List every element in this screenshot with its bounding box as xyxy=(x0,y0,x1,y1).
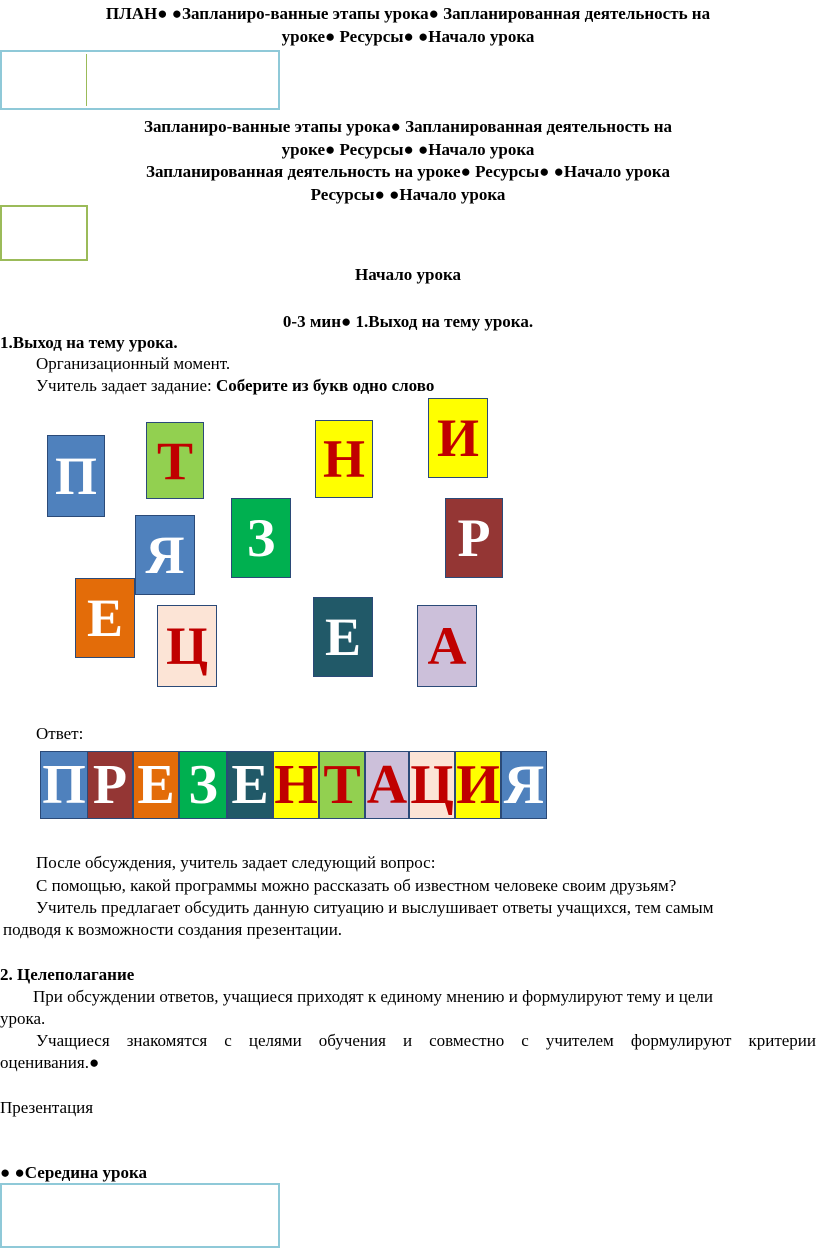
answer-letter: Е xyxy=(227,751,273,819)
task-line xyxy=(36,374,434,397)
letter-tile-e-orange: Е xyxy=(75,578,135,658)
step2-p1a: При обсуждении ответов, учащиеся приходят к единому мнению и формулируют тему и цели xyxy=(33,987,713,1006)
section-title: Начало урока xyxy=(354,265,462,284)
discussion-p3a: Учитель предлагает обсудить данную ситуацию и выслушивает ответы учащихся, тем самым xyxy=(36,898,714,917)
plan-line-2: уроке● Ресурсы● ●Начало урока xyxy=(281,140,535,159)
org-moment: Организационный момент. xyxy=(36,354,231,373)
letter-tile-e-teal: Е xyxy=(313,597,373,677)
step2-p2a: Учащиеся знакомятся с целями обучения и совместно с учителем формулируют критерии xyxy=(36,1031,816,1050)
step2-p1b: урока. xyxy=(0,1009,46,1028)
step2-p2b: оценивания.● xyxy=(0,1053,100,1072)
letter-tile-ya: Я xyxy=(135,515,195,595)
answer-letter: Я xyxy=(501,751,547,819)
answer-letter: И xyxy=(455,751,501,819)
header-line-2: уроке● Ресурсы● ●Начало урока xyxy=(281,27,535,46)
task-prefix: Учитель задает задание: xyxy=(36,376,216,395)
plan-line-4: Ресурсы● ●Начало урока xyxy=(310,185,506,204)
middle-section-title: ● ●Середина урока xyxy=(0,1163,148,1182)
resource-label: Презентация xyxy=(0,1098,94,1117)
task-bold: Соберите из букв одно слово xyxy=(216,376,435,395)
answer-letter: Ц xyxy=(409,751,455,819)
plan-line-1: Запланиро-ванные этапы урока● Запланированная деятельность на xyxy=(143,117,673,136)
empty-frame xyxy=(0,50,280,110)
letter-tile-p: П xyxy=(47,435,105,517)
answer-label: Ответ: xyxy=(36,724,84,743)
letter-tile-a: А xyxy=(417,605,477,687)
letter-tile-n: Н xyxy=(315,420,373,498)
step2-heading: 2. Целеполагание xyxy=(0,965,135,984)
frame-divider xyxy=(86,54,87,106)
letter-tile-t: Т xyxy=(146,422,204,499)
plan-line-3: Запланированная деятельность на уроке● Ресурсы● ●Начало урока xyxy=(146,162,670,181)
answer-letter: Т xyxy=(319,751,365,819)
empty-frame-bottom xyxy=(0,1183,280,1248)
answer-letter: А xyxy=(365,751,409,819)
letter-tile-z: З xyxy=(231,498,291,578)
answer-letter: Е xyxy=(133,751,179,819)
letter-tile-i: И xyxy=(428,398,488,478)
discussion-p2: С помощью, какой программы можно рассказать об известном человеке своим друзьям? xyxy=(36,876,677,895)
empty-frame-small xyxy=(0,205,88,261)
answer-letter: З xyxy=(179,751,227,819)
discussion-p1: После обсуждения, учитель задает следующий вопрос: xyxy=(36,853,436,872)
letter-tile-ts: Ц xyxy=(157,605,217,687)
step1-heading: 1.Выход на тему урока. xyxy=(0,333,178,352)
discussion-p3b: подводя к возможности создания презентации. xyxy=(3,920,343,939)
answer-letter: П xyxy=(40,751,88,819)
timing-line: 0-3 мин● 1.Выход на тему урока. xyxy=(282,312,534,331)
answer-letter: Р xyxy=(87,751,133,819)
answer-letter: Н xyxy=(273,751,319,819)
header-line-1: ПЛАН● ●Запланиро-ванные этапы урока● Запланированная деятельность на xyxy=(105,4,711,23)
letter-tile-r: Р xyxy=(445,498,503,578)
